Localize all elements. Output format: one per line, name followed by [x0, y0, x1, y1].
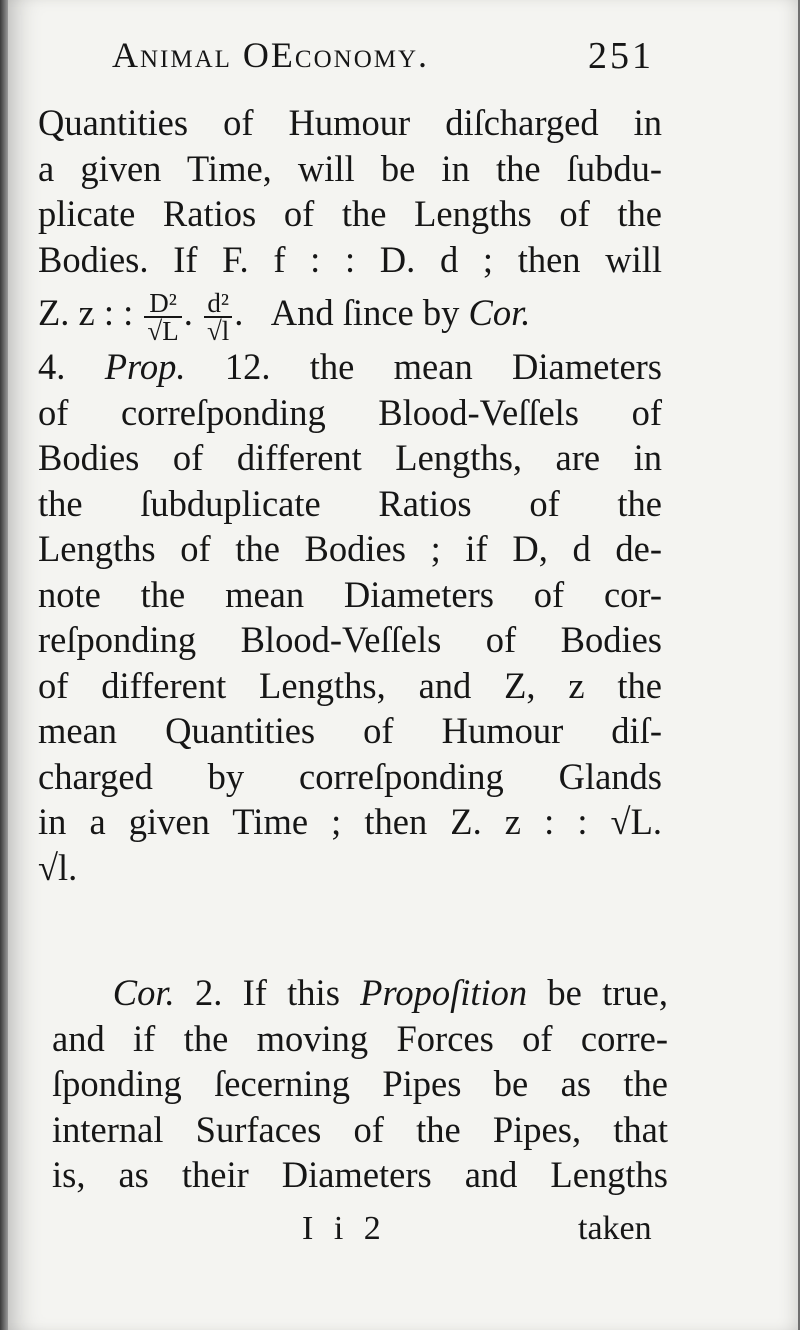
text-line: Bodies of different Lengths, are in: [38, 437, 662, 478]
page-footer: [0, 1210, 800, 1260]
formula-line: Z. z : : $\frac{\text{D²}}{√L}$ . $\frac{\text{d²}}{√l}$ . And ſince by Cor.: [38, 287, 531, 346]
fraction-capital: [144, 287, 181, 346]
fraction-lowercase: [204, 287, 232, 346]
text-line: charged by correſponding Glands: [38, 755, 662, 797]
text-fragment: be true,: [547, 972, 668, 1013]
main-paragraph: [38, 100, 662, 890]
cor-label: Cor.: [112, 972, 175, 1013]
running-head: Animal OEconomy.: [112, 35, 430, 75]
page-header: [0, 28, 800, 88]
text-line: plicate Ratios of the Lengths of the: [38, 193, 662, 234]
text-line: of correſponding Blood-Veſſels of: [38, 391, 662, 433]
text-line: internal Surfaces of the Pipes, that: [52, 1108, 668, 1150]
text-line: reſponding Blood-Veſſels of Bodies: [38, 619, 662, 660]
fraction-denominator: √L: [147, 315, 179, 346]
text-line: is, as their Diameters and Lengths: [52, 1154, 668, 1195]
prop-reference: Prop.: [104, 346, 186, 387]
fraction-numerator: d²: [204, 290, 232, 318]
text-line: the ſubduplicate Ratios of the: [38, 482, 662, 524]
formula-suffix: And ſince by: [270, 292, 460, 333]
text-fragment: 12. the mean Diameters: [224, 346, 663, 387]
text-line: note the mean Diameters of cor-: [38, 573, 662, 615]
text-line: Quantities of Humour diſcharged in: [38, 102, 662, 143]
text-line: [52, 970, 668, 1016]
text-line: in a given Time ; then Z. z : : √L.: [38, 801, 662, 842]
text-line: ſponding ſecerning Pipes be as the: [52, 1063, 668, 1104]
page-number: 251: [588, 35, 654, 77]
proposition-word: Propoſition: [360, 972, 528, 1013]
cor-reference: Cor.: [468, 292, 531, 333]
fraction-denominator: √l: [206, 315, 230, 346]
text-line: of different Lengths, and Z, z the: [38, 664, 662, 706]
text-fragment: 2. If this: [194, 972, 340, 1013]
text-line: Bodies. If F. f : : D. d ; then will: [38, 238, 662, 280]
text-line: [38, 344, 662, 390]
corollary-paragraph: [52, 970, 668, 1198]
text-line: √l.: [38, 846, 78, 888]
formula-prefix: Z. z : :: [38, 292, 134, 333]
signature-mark: I i 2: [302, 1210, 387, 1247]
text-line: mean Quantities of Humour diſ-: [38, 710, 662, 751]
fraction-numerator: D²: [144, 290, 181, 318]
book-gutter-edge: [0, 0, 8, 1330]
catchword: taken: [578, 1210, 652, 1247]
proposition-number: 4.: [38, 346, 66, 387]
text-line: and if the moving Forces of corre-: [52, 1017, 668, 1059]
text-line: a given Time, will be in the ſubdu-: [38, 147, 662, 189]
text-line: Lengths of the Bodies ; if D, d de-: [38, 528, 662, 569]
